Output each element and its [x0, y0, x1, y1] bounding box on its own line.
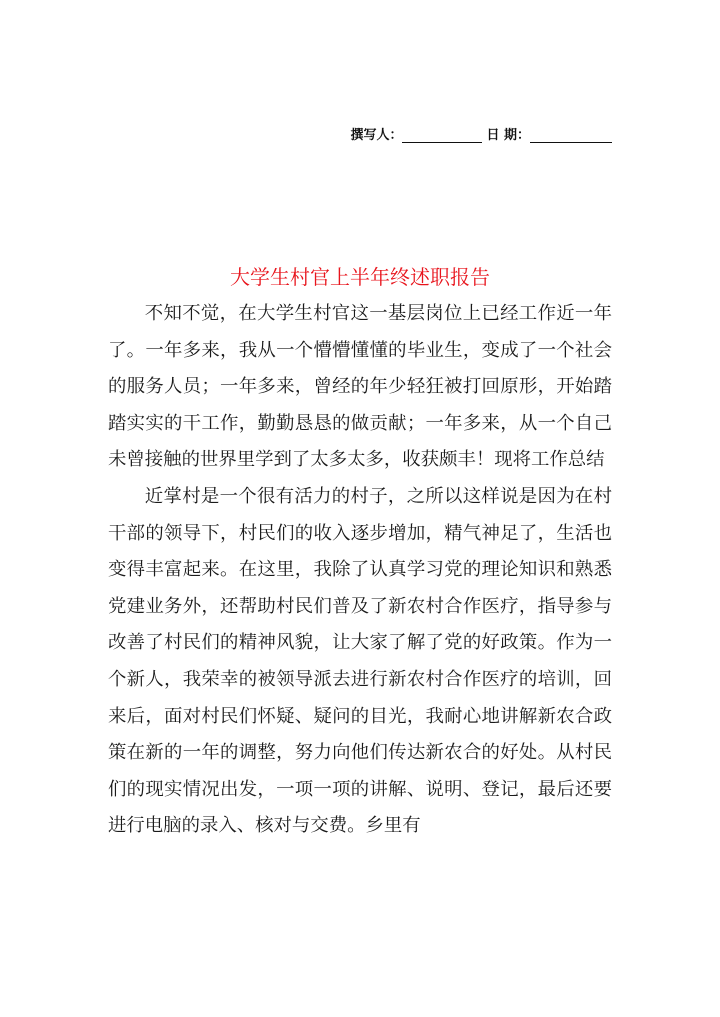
header-signature-line — [350, 124, 612, 143]
document-title: 大学生村官上半年终述职报告 — [230, 265, 490, 289]
date-blank — [530, 128, 612, 143]
date-label: 日 期： — [486, 128, 530, 143]
paragraph-1: 不知不觉，在大学生村官这一基层岗位上已经工作近一年了。一年多来，我从一个懵懵懂懂的毕业生，变成了一个社会的服务人员；一年多来，曾经的年少轻狂被打回原形，开始踏踏实实的干工作，勤勤恳恳的做贡献；一年多来，从一个自己未曾接触的世界里学到了太多太多，收获颇丰！现将工作总结 — [108, 303, 612, 471]
document-body — [108, 296, 612, 845]
author-label: 撰写人： — [350, 128, 403, 143]
author-blank — [402, 128, 482, 143]
paragraph-2: 近掌村是一个很有活力的村子，之所以这样说是因为在村干部的领导下，村民们的收入逐步增加，精气神足了，生活也变得丰富起来。在这里，我除了认真学习党的理论知识和熟悉党建业务外，还帮助村民们普及了新农村合作医疗，指导参与改善了村民们的精神风貌，让大家了解了党的好政策。作为一个新人，我荣幸的被领导派去进行新农村合作医疗的培训，回来后，面对村民们怀疑、疑问的目光，我耐心地讲解新农合政策在新的一年的调整，努力向他们传达新农合的好处。从村民们的现实情况出发，一项一项的讲解、说明、登记，最后还要进行电脑的录入、核对与交费。乡里有 — [108, 485, 612, 837]
